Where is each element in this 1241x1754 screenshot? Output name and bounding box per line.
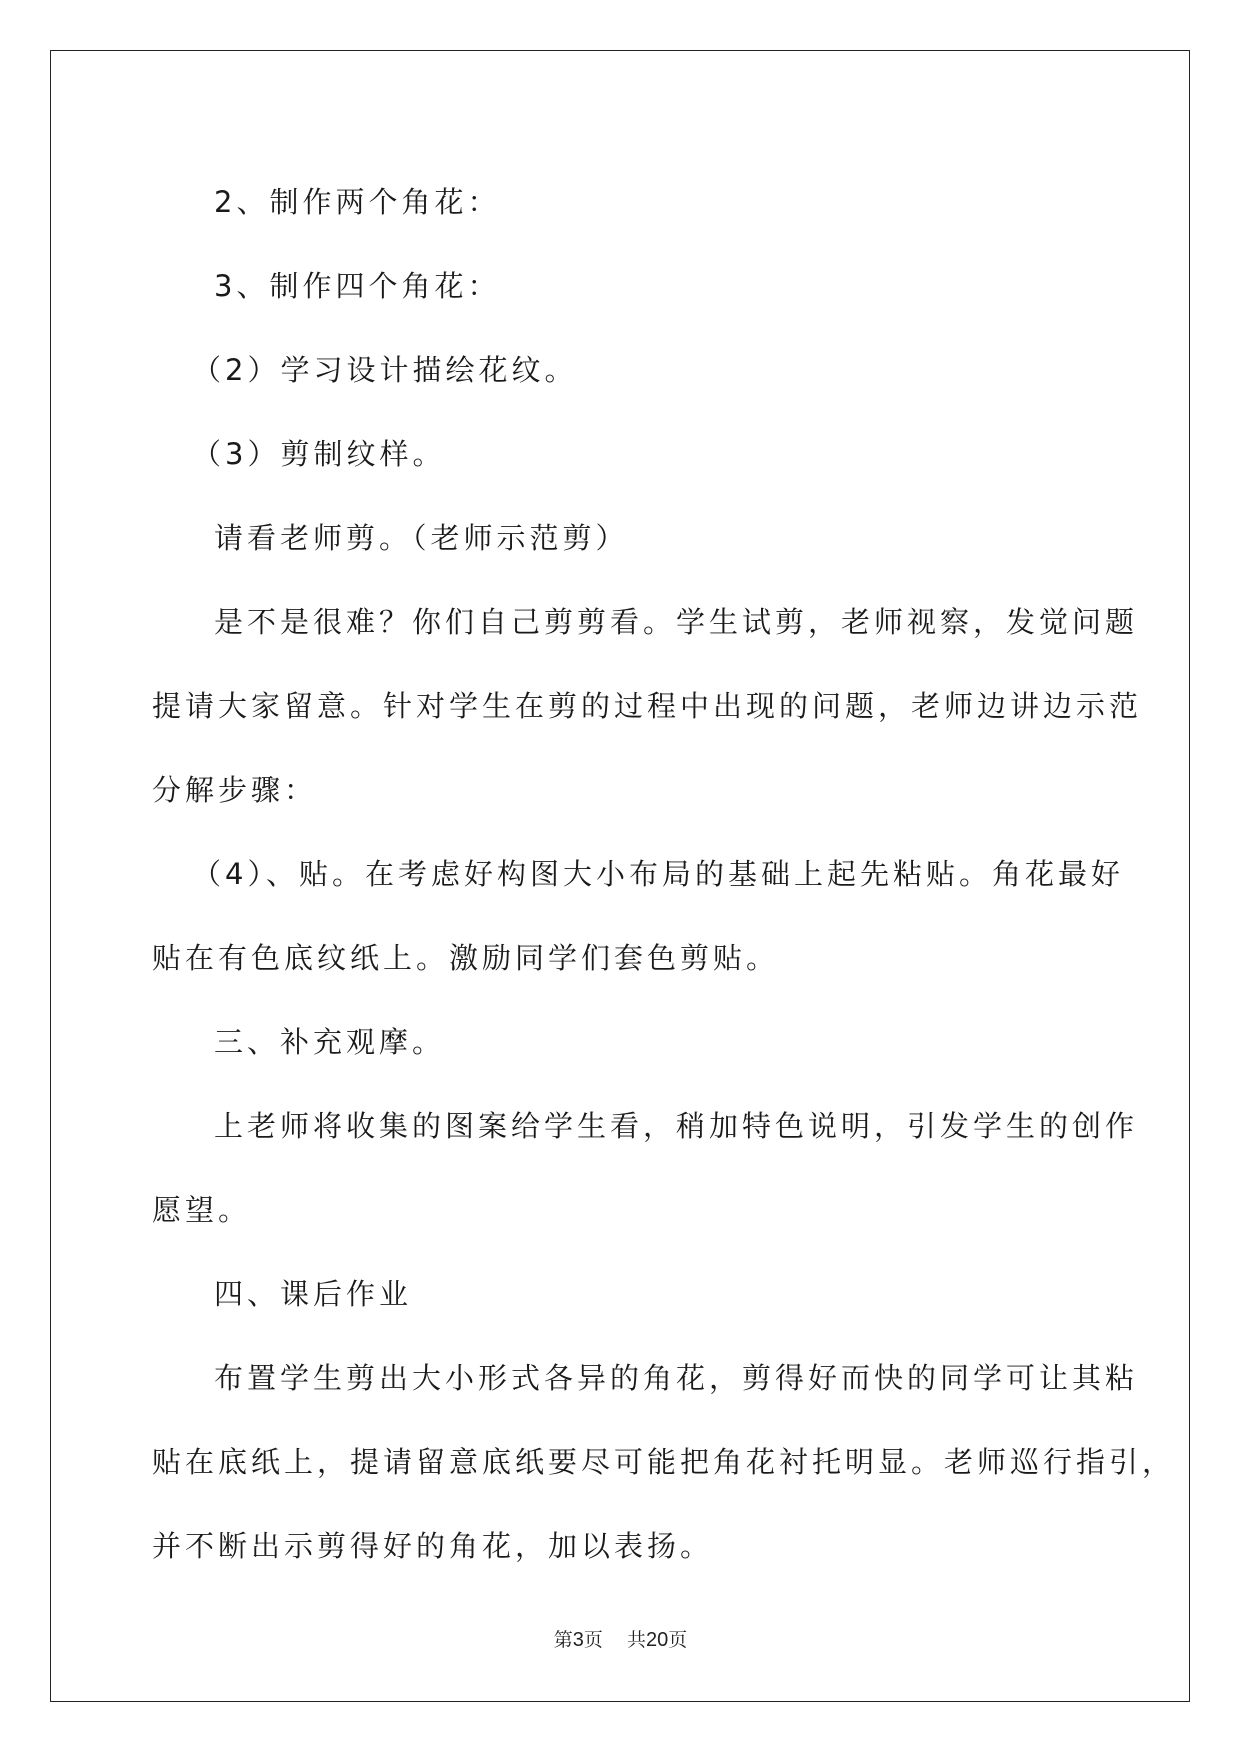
paragraph-line: 贴在有色底纹纸上。激励同学们套色剪贴。: [152, 941, 780, 975]
paragraph: [152, 580, 1143, 832]
paragraph-line: 布置学生剪出大小形式各异的角花，剪得好而快的同学可让其粘: [214, 1361, 1139, 1395]
section-heading: 三、补充观摩。: [214, 1025, 446, 1059]
footer-page-suffix: 页: [583, 1629, 603, 1651]
paragraph: 3、制作四个角花：: [214, 269, 501, 303]
footer-total-suffix: 页: [668, 1629, 688, 1651]
paragraph: （2）学习设计描绘花纹。: [192, 353, 578, 387]
total-pages: 20: [646, 1629, 669, 1651]
footer-total-prefix: 共: [627, 1629, 647, 1651]
paragraph-line: 分解步骤：: [152, 773, 318, 807]
paragraph: （3）剪制纹样。: [192, 437, 446, 471]
paragraph-line: 提请大家留意。针对学生在剪的过程中出现的问题，老师边讲边示范: [152, 689, 1143, 723]
paragraph-line: 贴在底纸上，提请留意底纸要尽可能把角花衬托明显。老师巡行指引，: [152, 1445, 1176, 1479]
paragraph-line: 并不断出示剪得好的角花，加以表扬。: [152, 1529, 714, 1563]
document-body: [152, 160, 1176, 1588]
paragraph-line: （4）、贴。在考虑好构图大小布局的基础上起先粘贴。角花最好: [192, 857, 1124, 891]
paragraph: 2、制作两个角花：: [214, 185, 501, 219]
section-heading: 四、课后作业: [214, 1277, 413, 1311]
paragraph-line: 是不是很难？你们自己剪剪看。学生试剪，老师视察，发觉问题: [214, 605, 1139, 639]
page-footer: [0, 1625, 1241, 1652]
paragraph-line: 愿望。: [152, 1193, 252, 1227]
page-number: 3: [572, 1629, 584, 1651]
footer-prefix: 第: [553, 1629, 573, 1651]
paragraph: 请看老师剪。（老师示范剪）: [214, 521, 629, 555]
paragraph: [152, 1336, 1176, 1588]
paragraph: [152, 1084, 1139, 1252]
paragraph-line: 上老师将收集的图案给学生看，稍加特色说明，引发学生的创作: [214, 1109, 1139, 1143]
paragraph: [152, 832, 1124, 1000]
